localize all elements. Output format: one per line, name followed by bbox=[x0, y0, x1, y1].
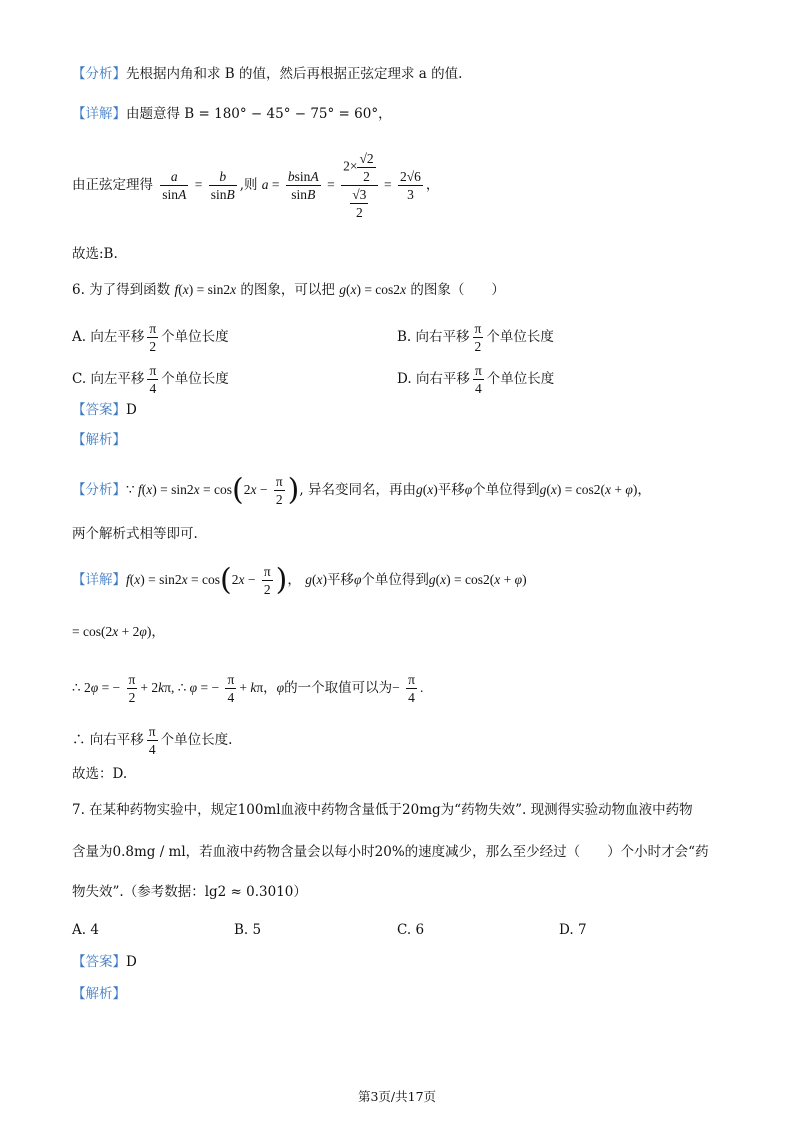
page-footer: 第3页/共17页 bbox=[357, 1089, 437, 1104]
q6-detail-line2: = cos(2x + 2φ)， bbox=[72, 624, 165, 639]
q7-option-b: B. 5 bbox=[234, 922, 262, 938]
q6-option-a: A. 向左平移 $\frac{\pi}{2}$ 个单位长度 bbox=[72, 321, 229, 354]
q6-detail-line: 【详解】f(x) = sin2x = cos(2x − $\frac{\pi}{2}$ )， g(x)平移φ个单位得到g(x) = cos2(x + φ) bbox=[72, 562, 527, 598]
q6-answer: D bbox=[126, 402, 137, 418]
q7-answer-line: 【答案】D bbox=[72, 954, 137, 970]
answer-tag: 【答案】 bbox=[72, 402, 126, 418]
q5-sine-law-prefix: 由正弦定理得 bbox=[72, 177, 153, 193]
q5-analysis-text: 先根据内角和求 B 的值，然后再根据正弦定理求 a 的值. bbox=[126, 66, 463, 82]
q5-detail-line bbox=[72, 104, 392, 124]
q6-answer-line bbox=[72, 400, 137, 420]
q6-stem: 6. 为了得到函数 f(x) = sin2x 的图象，可以把 g(x) = cos2x 的图象（ ） bbox=[72, 282, 505, 298]
q5-analysis-line bbox=[72, 64, 462, 84]
q5-sine-law-line: 由正弦定理得 $\frac{a}{\sin A}$ = $\frac{b}{\sin B}$ ,则 a = $\frac{bsinA}{\sin B}$ = 2× $\frac{√2}{2}$ $\frac{√3}{2}$ = $\frac{2√6}{3}$ ， bbox=[72, 151, 440, 220]
q5-detail-text: 由题意得 B = 180° − 45° − 75° = 60°， bbox=[126, 106, 392, 122]
q6-detail-line3: ∴ 2φ = − $\frac{\pi}{2}$ + 2kπ, ∴ φ = − $\frac{\pi}{4}$ + kπ，φ的一个取值可以为− $\frac{\pi}{4}$ . bbox=[72, 672, 424, 705]
fraction-a-over-sinA: $\frac{a}{\sin A}$ bbox=[162, 169, 187, 202]
fraction-result: $\frac{2√6}{3}$ bbox=[399, 169, 421, 202]
q7-option-d: D. 7 bbox=[559, 922, 587, 938]
q7-line2: 含量为0.8mg / ml，若血液中药物含量会以每小时20%的速度减少，那么至少经过（ ）个小时才会“药 bbox=[72, 844, 709, 860]
detail-tag: 【详解】 bbox=[72, 106, 126, 122]
q6-therefore-line: ∴ 向右平移 $\frac{\pi}{4}$ 个单位长度. bbox=[72, 724, 233, 757]
fraction-compound: 2× $\frac{√2}{2}$ $\frac{√3}{2}$ bbox=[341, 150, 378, 221]
q5-then: ,则 bbox=[239, 177, 258, 193]
fraction-bsinA-over-sinB: $\frac{bsinA}{\sin B}$ bbox=[287, 169, 319, 202]
q6-option-c: C. 向左平移 $\frac{\pi}{4}$ 个单位长度 bbox=[72, 363, 229, 396]
q6-option-b: B. 向右平移 $\frac{\pi}{2}$ 个单位长度 bbox=[397, 321, 554, 354]
q7-answer: D bbox=[126, 954, 137, 970]
fraction-b-over-sinB: $\frac{b}{\sin B}$ bbox=[210, 169, 235, 202]
q7-option-a: A. 4 bbox=[72, 922, 99, 938]
q7-line3: 物失效”.（参考数据：lg2 ≈ 0.3010） bbox=[72, 884, 307, 900]
q6-solution-tag: 【解析】 bbox=[72, 432, 126, 448]
q5-conclusion: 故选:B. bbox=[72, 246, 118, 262]
q7-solution-tag: 【解析】 bbox=[72, 986, 126, 1002]
q6-analysis-line: 【分析】∵ f(x) = sin2x = cos(2x − $\frac{\pi}{2}$ ), 异名变同名，再由g(x)平移φ个单位得到g(x) = cos2(x + φ)， bbox=[72, 472, 651, 508]
q7-option-c: C. 6 bbox=[397, 922, 425, 938]
q6-conclusion: 故选：D. bbox=[72, 766, 128, 782]
analysis-tag: 【分析】 bbox=[72, 66, 126, 82]
q6-analysis-line2: 两个解析式相等即可. bbox=[72, 526, 198, 542]
q7-line1: 7. 在某种药物实验中，规定100ml血液中药物含量低于20mg为“药物失效”. 现测得实验动物血液中药物 bbox=[72, 802, 693, 818]
q6-option-d: D. 向右平移 $\frac{\pi}{4}$ 个单位长度 bbox=[397, 363, 555, 396]
